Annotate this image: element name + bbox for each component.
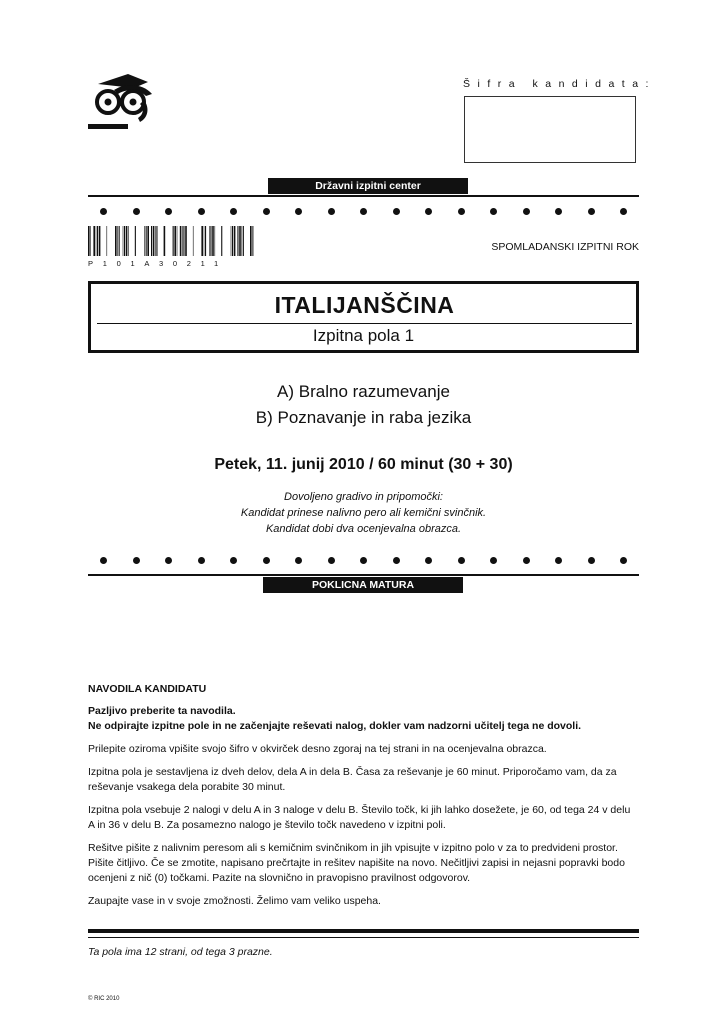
barcode-bar (252, 226, 253, 256)
barcode-bar (93, 226, 95, 256)
barcode-bar (88, 226, 90, 256)
barcode-bar (156, 226, 157, 256)
barcode-bar (185, 226, 187, 256)
barcode-bar (212, 226, 214, 256)
bottom-dot-row (88, 555, 639, 565)
materials-line: Kandidat dobi dva ocenjevalna obrazca. (265, 523, 462, 535)
part-a: A) Bralno razumevanje (277, 382, 450, 401)
barcode-bar (155, 226, 156, 256)
barcode-bar (204, 226, 205, 256)
barcode-bar (123, 226, 124, 256)
barcode-bar (135, 226, 136, 256)
instructions-paragraph: Izpitna pola vsebuje 2 nalogi v delu A in 3 naloge v delu B. Število točk, ki jih lahko dosežete, je 60, od tega 24 v delu A in 36 v delu B. Za posamezno nalogo je število točk navedeno v izpitni poli. (88, 804, 631, 831)
barcode-bar (146, 226, 147, 256)
barcode-bar (180, 226, 182, 256)
instructions-paragraph: Zaupajte vase in v svoje zmožnosti. Želimo vam veliko uspeha. (88, 895, 381, 907)
session-label: SPOMLADANSKI IZPITNI ROK (491, 241, 639, 253)
barcode-bar (126, 226, 128, 256)
barcode-bar (177, 226, 178, 256)
barcode-bar (117, 226, 118, 256)
exam-subtitle: Izpitna pola 1 (312, 326, 415, 345)
barcode-bar (99, 226, 101, 256)
barcode-bar (234, 226, 236, 256)
barcode-bar (231, 226, 232, 256)
bottom-rule-thin (88, 937, 639, 938)
instructions-heading: NAVODILA KANDIDATU (88, 683, 207, 695)
barcode-bar (97, 226, 98, 256)
barcode-bar (151, 226, 152, 256)
middle-rule (88, 574, 639, 576)
instructions-paragraph: Izpitna pola je sestavljena iz dveh delov, dela A in dela B. Časa za reševanje je 60 minut. Priporočamo vam, da za reševanje vsakega dela porabite 30 minut. (88, 766, 617, 793)
materials-line: Kandidat prinese nalivno pero ali kemični svinčnik. (240, 507, 487, 519)
barcode-bar (124, 226, 125, 256)
barcode-text: P101A30211 (88, 259, 228, 268)
candidate-code-box[interactable] (464, 96, 636, 163)
barcode-bar (221, 226, 222, 256)
center-label-bar: Državni izpitni center (268, 178, 468, 194)
barcode-bar (147, 226, 149, 256)
barcode-bar (153, 226, 155, 256)
materials-line: Dovoljeno gradivo in pripomočki: (284, 491, 443, 503)
instructions (88, 682, 639, 917)
barcode-bar (209, 226, 210, 256)
barcode-bar (164, 226, 166, 256)
barcode-bar (243, 226, 244, 256)
barcode-bar (193, 226, 194, 256)
candidate-code-label: Šifra kandidata: (463, 78, 656, 90)
barcode-bar (182, 226, 183, 256)
barcode-bar (250, 226, 252, 256)
barcode-bar (115, 226, 117, 256)
title-box (88, 281, 639, 353)
barcode (88, 226, 254, 256)
pages-note: Ta pola ima 12 strani, od tega 3 prazne. (88, 946, 273, 958)
barcode-bar (210, 226, 211, 256)
barcode-bar (107, 226, 108, 256)
allowed-materials (88, 489, 639, 537)
barcode-bar (128, 226, 129, 256)
barcode-bar (239, 226, 241, 256)
warning-line: Pazljivo preberite ta navodila. (88, 705, 236, 717)
barcode-bar (90, 226, 91, 256)
exam-title: ITALIJANŠČINA (274, 292, 455, 318)
barcode-bar (174, 226, 176, 256)
barcode-bar (215, 226, 216, 256)
barcode-bar (242, 226, 243, 256)
barcode-bar (119, 226, 120, 256)
copyright: © RIC 2010 (88, 996, 120, 1002)
barcode-bar (183, 226, 184, 256)
exam-date: Petek, 11. junij 2010 / 60 minut (30 + 30) (214, 456, 513, 473)
barcode-bar (205, 226, 206, 256)
warning-line: Ne odpirajte izpitne pole in ne začenjajte reševati nalog, dokler vam nadzorni učitelj tega ne dovoli. (88, 720, 582, 732)
barcode-bar (144, 226, 145, 256)
barcode-bar (201, 226, 203, 256)
ric-owl-logo (88, 70, 160, 132)
barcode-bar (96, 226, 97, 256)
barcode-bar (173, 226, 174, 256)
exam-type-bar: POKLICNA MATURA (263, 577, 463, 593)
instructions-paragraph: Rešitve pišite z nalivnim peresom ali s kemičnim svinčnikom in jih vpisujte v izpitno polo v za to predvideni prostor. Pišite čitljivo. Če se zmotite, napisano prečrtajte in rešitev napišite na novo. Nečitljivi zapisi in nejasni popravki bodo ocenjeni z nič (0) točkami. Pazite na slovnično in pravopisno pravilnost odgovorov. (88, 842, 625, 884)
instructions-warning (88, 704, 639, 734)
top-dot-row (88, 206, 639, 216)
part-b: B) Poznavanje in raba jezika (255, 408, 472, 427)
barcode-bar (237, 226, 238, 256)
top-rule (88, 195, 639, 197)
barcode-bar (232, 226, 233, 256)
bottom-rule-thick (88, 929, 639, 933)
instructions-paragraph: Prilepite oziroma vpišite svojo šifro v okvirček desno zgoraj na tej strani in na ocenjevalna obrazca. (88, 743, 547, 755)
exam-parts (88, 379, 639, 431)
